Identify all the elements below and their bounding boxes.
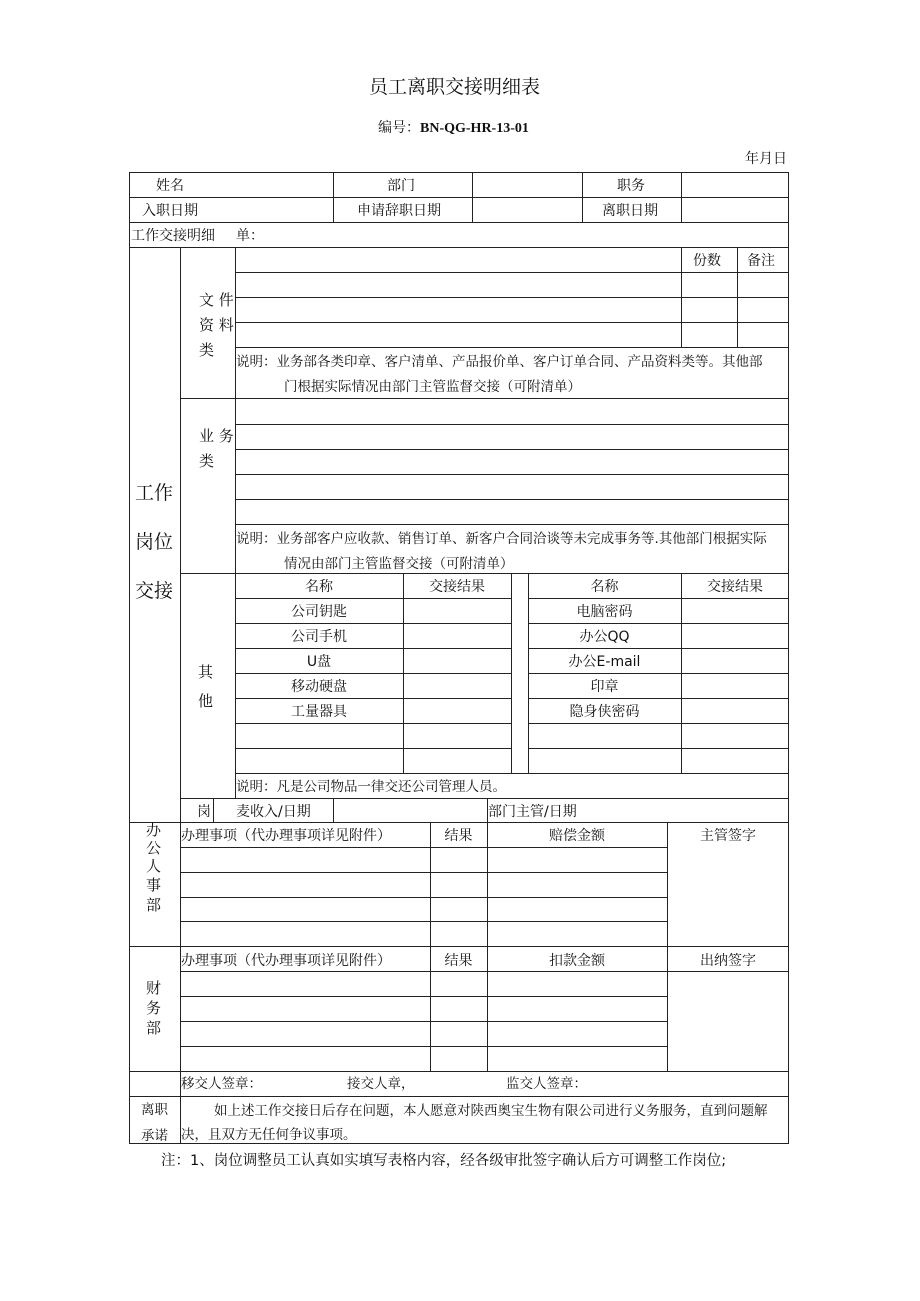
apply-date-label: 申请辞职日期 bbox=[357, 203, 441, 219]
supervisor-sign-label: 监交人签章： bbox=[506, 1076, 587, 1092]
transferor-sign-label: 移交人签章： bbox=[181, 1076, 262, 1092]
other-item-left: 工量器具 bbox=[291, 704, 347, 720]
office-hr-col-sign: 主管签字 bbox=[700, 828, 756, 844]
finance-col-sign: 出纳签字 bbox=[700, 953, 756, 969]
other-col-result-right: 交接结果 bbox=[707, 579, 763, 595]
receiver-label-b: 麦收入/日期 bbox=[236, 804, 311, 820]
docs-label-2: 资 料 bbox=[199, 316, 234, 334]
other-item-right: 隐身侠密码 bbox=[569, 704, 640, 720]
other-item-left: 公司手机 bbox=[291, 629, 347, 645]
docs-label-1: 文 件 bbox=[199, 291, 234, 309]
other-col-result-left: 交接结果 bbox=[429, 579, 485, 595]
form-code-label: 编号： bbox=[378, 120, 420, 136]
business-note-1: 说明：业务部客户应收款、销售订单、新客户合同洽谈等未完成事务等.其他部门根据实际 bbox=[236, 531, 767, 547]
section-main-2: 岗位 bbox=[135, 531, 174, 553]
office-hr-col-result: 结果 bbox=[444, 828, 473, 844]
receiver-label-a: 岗 bbox=[197, 804, 211, 820]
business-label-1: 业 务 bbox=[199, 427, 234, 445]
other-note: 说明：凡是公司物品一律交还公司管理人员。 bbox=[236, 779, 506, 795]
business-label-2: 类 bbox=[199, 452, 215, 470]
other-item-right: 电脑密码 bbox=[576, 604, 633, 620]
pledge-label-b: 承诺 bbox=[141, 1128, 168, 1144]
docs-note-1: 说明：业务部各类印章、客户清单、产品报价单、客户订单合同、产品资料类等。其他部 bbox=[236, 354, 763, 370]
section-main-1: 工作 bbox=[135, 482, 174, 504]
other-label-2: 他 bbox=[198, 692, 214, 710]
form-code-value: BN-QG-HR-13-01 bbox=[420, 121, 529, 136]
other-item-right: 印章 bbox=[590, 679, 619, 695]
finance-col-item: 办理事项（代办理事项详见附件） bbox=[181, 953, 391, 969]
finance-col-result: 结果 bbox=[444, 953, 473, 969]
form-code bbox=[378, 120, 529, 137]
supervisor-date-label: 部门主管/日期 bbox=[488, 804, 577, 820]
page-title: 员工离职交接明细表 bbox=[369, 76, 541, 98]
other-item-left: 公司钥匙 bbox=[291, 604, 347, 620]
other-col-name-right: 名称 bbox=[590, 579, 619, 595]
name-label: 姓名 bbox=[156, 178, 184, 194]
other-label-1: 其 bbox=[198, 663, 214, 681]
finance-label-2: 务 bbox=[146, 999, 162, 1017]
pledge-text-1: 如上述工作交接日后存在问题，本人愿意对陕西奥宝生物有限公司进行义务服务，直到问题解 bbox=[214, 1103, 768, 1119]
section-main-3: 交接 bbox=[135, 580, 174, 602]
office-hr-label-1: 办 bbox=[146, 821, 162, 839]
position-label: 职务 bbox=[617, 178, 645, 194]
pledge-text-2: 决，且双方无任何争议事项。 bbox=[181, 1127, 357, 1143]
docs-col-remark: 备注 bbox=[747, 253, 775, 269]
date-line: 年月日 bbox=[745, 151, 787, 167]
other-col-name-left: 名称 bbox=[305, 579, 333, 595]
other-item-right: 办公E-mail bbox=[568, 654, 641, 670]
office-hr-col-amount: 赔偿金额 bbox=[549, 828, 605, 844]
office-hr-label-4: 事 bbox=[146, 876, 162, 894]
office-hr-label-2: 公 bbox=[146, 839, 162, 857]
docs-col-copies: 份数 bbox=[693, 253, 721, 269]
office-hr-label-5: 部 bbox=[146, 896, 162, 914]
office-hr-col-item: 办理事项（代办理事项详见附件） bbox=[181, 828, 391, 844]
finance-label-1: 财 bbox=[146, 979, 162, 997]
leave-date-label: 离职日期 bbox=[602, 203, 658, 219]
receiver-sign-label: 接交人章， bbox=[347, 1076, 415, 1092]
other-item-left: 移动硬盘 bbox=[291, 679, 347, 695]
docs-label-3: 类 bbox=[199, 341, 215, 359]
business-note-2: 情况由部门主管监督交接（可附清单） bbox=[284, 556, 514, 572]
finance-label-3: 部 bbox=[146, 1019, 162, 1037]
footnote: 注：1、岗位调整员工认真如实填写表格内容，经各级审批签字确认后方可调整工作岗位; bbox=[161, 1153, 727, 1169]
office-hr-label-3: 人 bbox=[146, 857, 162, 875]
other-item-right: 办公QQ bbox=[579, 629, 630, 645]
docs-note-2: 门根据实际情况由部门主管监督交接（可附清单） bbox=[284, 379, 581, 395]
join-date-label: 入职日期 bbox=[142, 203, 198, 219]
finance-col-amount: 扣款金额 bbox=[549, 953, 605, 969]
pledge-label-a: 离职 bbox=[141, 1102, 168, 1118]
other-item-left: U盘 bbox=[306, 654, 332, 670]
detail-label-suffix: 单： bbox=[236, 228, 264, 244]
detail-label: 工作交接明细 bbox=[131, 228, 215, 244]
dept-label: 部门 bbox=[387, 178, 415, 194]
